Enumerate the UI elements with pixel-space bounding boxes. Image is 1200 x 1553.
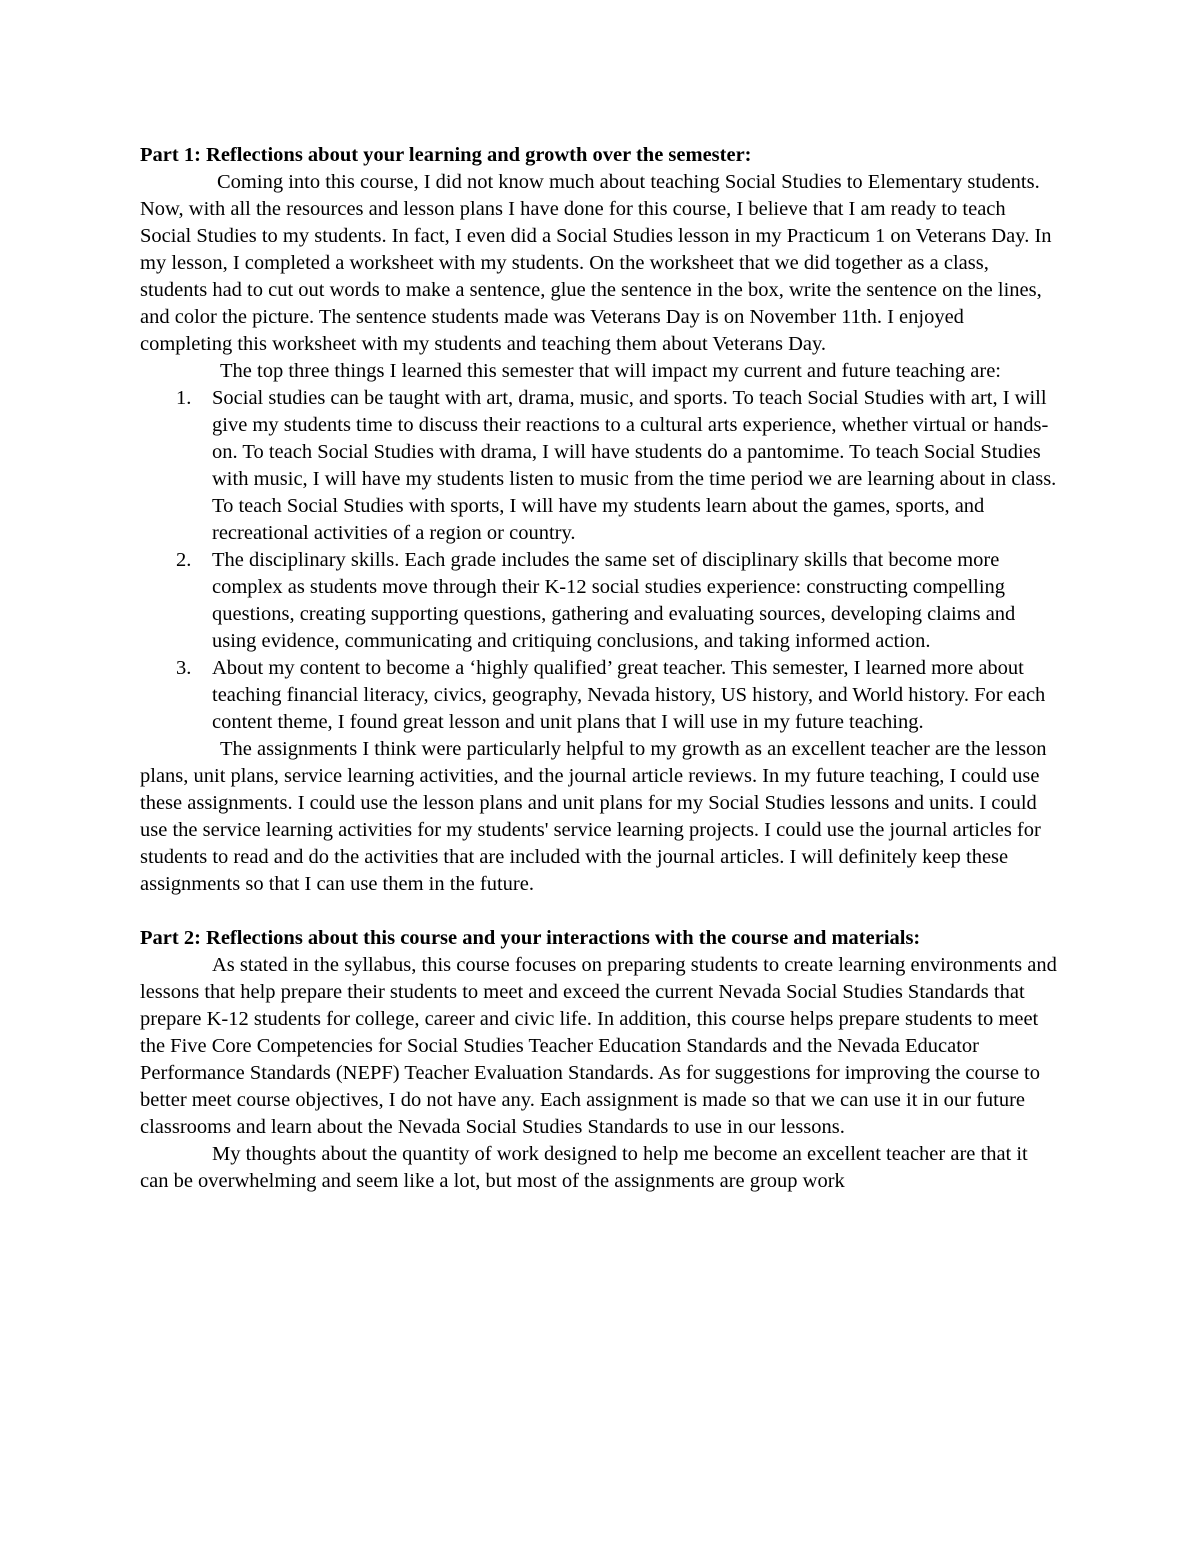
part2-paragraph-1: As stated in the syllabus, this course focuses on preparing students to create learning environments and lessons that help prepare their students to meet and exceed the current Nevada Social Studies Standards that prepare K-12 students for college, career and civic life. In addition, this course helps prepare students to meet the Five Core Competencies for Social Studies Teacher Education Standards and the Nevada Educator Performance Standards (NEPF) Teacher Evaluation Standards. As for suggestions for improving the course to better meet course objectives, I do not have any. Each assignment is made so that we can use it in our future classrooms and learn about the Nevada Social Studies Standards to use in our lessons. <box>140 954 1057 1138</box>
list-item-text: About my content to become a ‘highly qualified’ great teacher. This semester, I learned more about teaching financial literacy, civics, geography, Nevada history, US history, and World history. For each content theme, I found great lesson and unit plans that I will use in my future teaching. <box>212 657 1046 733</box>
list-item-text: Social studies can be taught with art, drama, music, and sports. To teach Social Studies with art, I will give my students time to discuss their reactions to a cultural arts experience, whether virtual or hands-on. To teach Social Studies with drama, I will have students do a pantomime. To teach Social Studies with music, I will have my students listen to music from the time period we are learning about in class. To teach Social Studies with sports, I will have my students learn about the games, sports, and recreational activities of a region or country. <box>212 387 1057 544</box>
part1-paragraph-2: The top three things I learned this semester that will impact my current and future teaching are: <box>220 360 1002 382</box>
section-spacer <box>140 898 1060 925</box>
list-item-text: The disciplinary skills. Each grade includes the same set of disciplinary skills that become more complex as students move through their K-12 social studies experience: constructing compelling questions, creating supporting questions, gathering and evaluating sources, developing claims and using evidence, communicating and critiquing conclusions, and taking informed action. <box>212 549 1016 652</box>
list-item-number: 2. <box>176 549 192 571</box>
list-item <box>140 655 1060 736</box>
part2-paragraph-2: My thoughts about the quantity of work designed to help me become an excellent teacher are that it can be overwhelming and seem like a lot, but most of the assignments are group work <box>140 1143 1028 1192</box>
list-item <box>140 385 1060 547</box>
part2-heading: Part 2: Reflections about this course and your interactions with the course and materials: <box>140 927 921 949</box>
list-item <box>140 547 1060 655</box>
part1-paragraph-1: Coming into this course, I did not know much about teaching Social Studies to Elementary students. Now, with all the resources and lesson plans I have done for this course, I believe that I am ready to teach Social Studies to my students. In fact, I even did a Social Studies lesson in my Practicum 1 on Veterans Day. In my lesson, I completed a worksheet with my students. On the worksheet that we did together as a class, students had to cut out words to make a sentence, glue the sentence in the box, write the sentence on the lines, and color the picture. The sentence students made was Veterans Day is on November 11th. I enjoyed completing this worksheet with my students and teaching them about Veterans Day. <box>140 171 1052 355</box>
part1-paragraph-3: The assignments I think were particularly helpful to my growth as an excellent teacher are the lesson plans, unit plans, service learning activities, and the journal article reviews. In my future teaching, I could use these assignments. I could use the lesson plans and unit plans for my Social Studies lessons and units. I could use the service learning activities for my students' service learning projects. I could use the journal articles for students to read and do the activities that are included with the journal articles. I will definitely keep these assignments so that I can use them in the future. <box>140 738 1047 895</box>
list-item-number: 3. <box>176 657 192 679</box>
learning-list <box>140 385 1060 736</box>
list-item-number: 1. <box>176 387 192 409</box>
part1-heading: Part 1: Reflections about your learning and growth over the semester: <box>140 144 752 166</box>
document-body <box>140 142 1060 1195</box>
